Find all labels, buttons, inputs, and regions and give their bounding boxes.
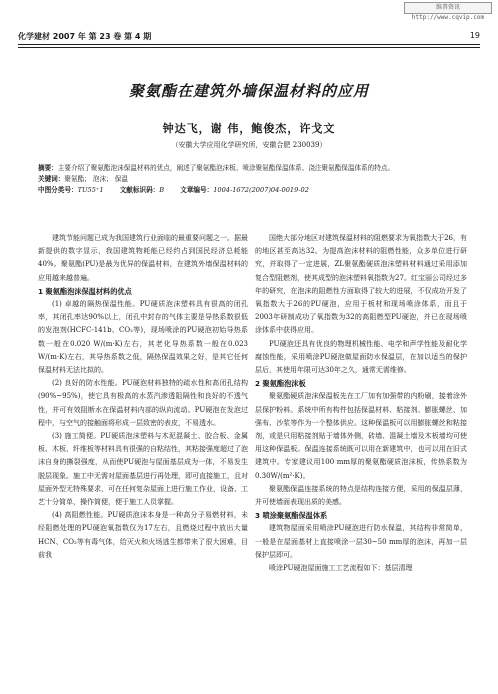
classification-line [38,185,464,196]
abstract-block [38,163,464,196]
clc-value: TU55⁺1 [77,186,104,194]
clc-label: 中图分类号： [38,186,78,194]
section-heading: 2 聚氨酯泡沫板 [255,379,306,389]
journal-info: 化学建材 2007 年 第 23 卷 第 4 期 [18,32,152,41]
article-authors: 钟达飞，谢 伟，鲍俊杰，许戈文 [162,122,336,135]
journal-header [18,31,480,43]
paragraph: (4) 高阻燃性能。PU硬质泡沫本身是一种高分子易燃材料，未经阻燃处理的PU硬泡氧指数仅为17左右，且燃烧过程中放出大量HCN、CO₂等有毒气体，给灭火和火场逃生都带来了很大困难，目前我 [38,511,248,559]
header-rule [18,44,480,45]
paragraph: (2) 良好的防水性能。PU硬泡材料独特的疏水性和高闭孔结构(90%~95%)，使它具有极高的水蒸汽渗透阻隔性和良好的不透气性，并可有效阻断水在保温材料内部的纵向流动。PU硬泡在发泡过程中，与空气的接触面将形成一层致密的表皮，不易透水。 [38,379,248,427]
paragraph: 聚氨酯保温连接系统的特点是结构连接方便，采用的保温层薄，并可使墙面表现出质的美感。 [255,484,467,507]
paragraph: PU硬泡还具有优良的物理机械性能、电学和声学性能及耐化学腐蚀性能，采用喷涂PU硬泡做屋面防水保温层，在加以适当的保护层后，其使用年限可达30年之久，通常无需维修。 [255,339,467,375]
article-number-value: 1004-1672(2007)04-0019-02 [213,186,309,194]
paragraph: 聚氨酯硬质泡沫保温板先在工厂加有加强带的内粉刷，接着涂外层保护粉料。系统中所有构件包括保温材料、粘接剂、膨胀螺丝、加强布、沙浆等作为一个整体供应。这种保温板可以用膨胀螺丝和粘接剂，或是只用粘接剂贴于墙体外侧，砖墙、混凝土墙及木板墙均可使用这种保温板。保温连接系统既可以用在新建筑中，也可以用在旧式建筑中。专家建议用100 mm厚的聚氨酯硬质泡沫板，传热系数为0.30W/(m²·K)。 [255,392,467,480]
paragraph: (1) 卓越的隔热保温性能。PU硬质泡沫塑料具有很高的闭孔率，其闭孔率达90%以上，闭孔中封存的气体主要是导热系数很低的发泡剂(HCFC-141b、CO₂等)，现场喷涂的PU硬泡初始导热系数一般在0.020 W/(m·K)左右，其老化导热系数一般在0.023 W/(m·K)左右，其导热系数之低，隔热保温效果之好，是其它任何保温材料无法比拟的。 [38,300,248,375]
abstract-line [38,163,464,174]
keywords-text: 聚氨酯； 泡沫； 保温 [64,175,128,183]
article-title: 聚氨酯在建筑外墙保温材料的应用 [128,82,369,100]
author-affiliation: （安徽大学应用化学研究所，安徽合肥 230039） [171,141,327,149]
body-column-left [38,232,248,562]
section-heading: 3 喷涂聚氨酯保温体系 [255,511,328,521]
section-heading: 1 聚氨酯泡沫保温材料的优点 [38,286,132,296]
doc-code-value: B [159,186,165,194]
keywords-line [38,174,464,185]
article-number-label: 文章编号： [180,186,214,194]
watermark-stamp: 维普资讯 http://www.cqvip.com [404,2,492,14]
paragraph: (3) 施工简便。PU硬质泡沫塑料与木泥混凝土、胶合板、金属板、木板、纤维板等材料具有很强的自粘结性，其粘接强度超过了泡沫自身的撕裂强度，从而使PU硬泡与屋面基层成为一体，不易发生脱层现象。施工中无需对屋面基层进行再处理，即可直接施工，且对屋面外型无特殊要求，可在任何复杂屋面上进行施工作业，设备、工艺十分简单，操作简便，便于施工人员掌握。 [38,432,248,507]
abstract-label: 摘要： [38,164,58,172]
paragraph: 喷涂PU硬泡屋面施工工艺流程如下：基层清理 [269,564,413,573]
body-column-right [255,232,467,575]
paragraph: 国绝大部分地区对建筑保温材料的阻燃要求为氧指数大于26，有的地区甚至高达32。为提高泡沫材料的阻燃性能，众多单位进行研究，并取得了一定进展，ZL聚氨酯硬质泡沫塑料材料通过采用添加复合型阻燃剂，使其成型的泡沫塑料氧指数为27。红宝丽公司经过多年的研究，在泡沫的阻燃性方面取得了较大的进展，不仅成功开发了氧指数大于26的PU硬泡，应用于板材和现场喷涂体系，而且于2003年研制成功了氧指数为32的高阻燃型PU硬泡，并已在现场喷涂体系中获得应用。 [255,234,467,335]
keywords-label: 关键词： [38,175,65,183]
page-number: 19 [469,31,480,40]
doc-code-label: 文献标识码： [119,186,160,194]
header-rule-thin [18,47,480,48]
paragraph: 建筑物屋面采用喷涂PU硬泡进行防水保温，其结构非常简单，一般是在屋面基材上直接喷涂一层30~50 mm厚的泡沫，再加一层保护层即可。 [255,524,467,559]
paragraph: 建筑节能问题已成为我国建筑行业面临的最重要问题之一。据最新提供的数字显示，我国建筑物耗能已经约占到国民经济总耗能40%。聚氨酯(PU)是最为优异的保温材料，在建筑外墙保温材料的应用越来越普遍。 [38,234,248,282]
abstract-text: 主要介绍了聚氨酯泡沫保温材料的优点，阐述了聚氨酯泡沫板、喷涂聚氨酯保温体系、浇注聚氨酯保温体系的特点。 [57,164,395,172]
